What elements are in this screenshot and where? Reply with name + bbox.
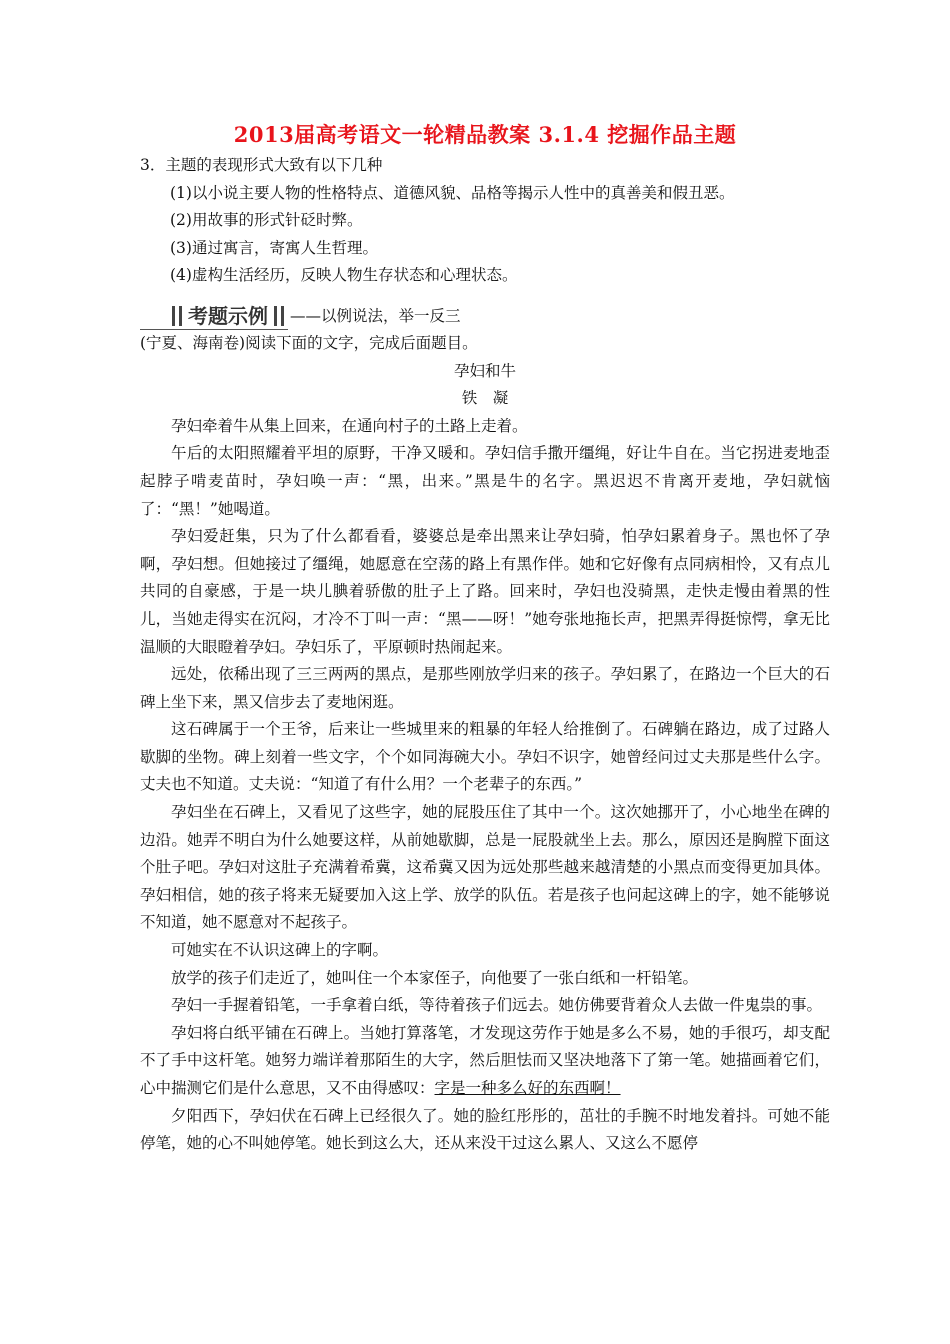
story-paragraph: 孕妇一手握着铅笔，一手拿着白纸，等待着孩子们远去。她仿佛要背着众人去做一件鬼祟的事。: [171, 996, 823, 1015]
story-paragraph: 这石碑属于一个王爷，后来让一些城里来的粗暴的年轻人给推倒了。石碑躺在路边，成了过路人歇脚的坐物。碑上刻着一些文字，个个如同海碗大小。孕妇不识字，她曾经问过丈夫那是些什么字。丈夫也不知道。丈夫说：“知道了有什么用？一个老辈子的东西。”: [140, 720, 830, 794]
example-banner-label: 考题示例: [188, 303, 268, 328]
reading-instruction: (宁夏、海南卷)阅读下面的文字，完成后面题目。: [140, 333, 478, 352]
theme-form-item: (1)以小说主要人物的性格特点、道德风貌、品格等揭示人性中的真善美和假丑恶。: [170, 183, 735, 202]
banner-bars-icon: [272, 303, 286, 329]
story-author: 铁 凝: [461, 389, 509, 408]
example-banner-label-box: [140, 303, 288, 330]
story-paragraph: 孕妇坐在石碑上，又看见了这些字，她的屁股压住了其中一个。这次她挪开了，小心地坐在碑的边沿。她弄不明白为什么她要这样，从前她歇脚，总是一屁股就坐上去。那么，原因还是胸膛下面这个肚子吧。孕妇对这肚子充满着希冀，这希冀又因为远处那些越来越清楚的小黑点而变得更加具体。孕妇相信，她的孩子将来无疑要加入这上学、放学的队伍。若是孩子也问起这碑上的字，她不能够说不知道，她不愿意对不起孩子。: [140, 803, 830, 932]
example-banner-subtitle: ——以例说法，举一反三: [290, 306, 461, 325]
story-paragraph: 孕妇爱赶集，只为了什么都看看，婆婆总是牵出黑来让孕妇骑，怕孕妇累着身子。黑也怀了孕啊，孕妇想。但她接过了缰绳，她愿意在空荡的路上有黑作伴。她和它好像有点同病相怜，又有点儿共同的自豪感，于是一块儿腆着骄傲的肚子上了路。回来时，孕妇也没骑黑，走快走慢由着黑的性儿，当她走得实在沉闷，才冷不丁叫一声：“黑——呀！”她夸张地拖长声，把黑弄得挺惊愕，拿无比温顺的大眼瞪着孕妇。孕妇乐了，平原顿时热闹起来。: [140, 527, 830, 656]
document-title: 2013届高考语文一轮精品教案 3.1.4 挖掘作品主题: [233, 122, 737, 147]
example-banner: [140, 296, 830, 330]
paragraph-text: 孕妇将白纸平铺在石碑上。当她打算落笔，才发现这劳作于她是多么不易，她的手很巧，却支配不了手中这杆笔。她努力端详着那陌生的大字，然后胆怯而又坚决地落下了第一笔。她描画着它们，心中揣测它们是什么意思，又不由得感叹：: [140, 1023, 830, 1097]
document-content: [140, 120, 830, 1158]
story-paragraph: 放学的孩子们走近了，她叫住一个本家侄子，向他要了一张白纸和一杆铅笔。: [171, 968, 699, 987]
story-title: 孕妇和牛: [453, 361, 516, 380]
theme-form-item: (3)通过寓言，寄寓人生哲理。: [170, 238, 378, 257]
banner-bars-icon: [170, 303, 184, 329]
story-paragraph: 夕阳西下，孕妇伏在石碑上已经很久了。她的脸红彤彤的，茁壮的手腕不时地发着抖。可她不能停笔，她的心不叫她停笔。她长到这么大，还从来没干过这么累人、又这么不愿停: [140, 1106, 830, 1153]
story-paragraph: [140, 1020, 830, 1103]
story-paragraph: 可她实在不认识这碑上的字啊。: [171, 941, 389, 960]
theme-form-item: (2)用故事的形式针砭时弊。: [170, 211, 363, 230]
theme-form-item: (4)虚构生活经历，反映人物生存状态和心理状态。: [170, 266, 518, 285]
section-heading: 3．主题的表现形式大致有以下几种: [140, 156, 383, 174]
underlined-sentence: 字是一种多么好的东西啊！: [434, 1079, 621, 1097]
story-paragraph: 孕妇牵着牛从集上回来，在通向村子的土路上走着。: [171, 416, 528, 435]
story-paragraph: 远处，依稀出现了三三两两的黑点，是那些刚放学归来的孩子。孕妇累了，在路边一个巨大的石碑上坐下来，黑又信步去了麦地闲逛。: [140, 665, 830, 711]
story-paragraph: 午后的太阳照耀着平坦的原野，干净又暖和。孕妇信手撒开缰绳，好让牛自在。当它拐进麦地歪起脖子啃麦苗时，孕妇唤一声：“黑，出来。”黑是牛的名字。黑迟迟不肯离开麦地，孕妇就恼了：“黑！”她喝道。: [140, 444, 830, 518]
